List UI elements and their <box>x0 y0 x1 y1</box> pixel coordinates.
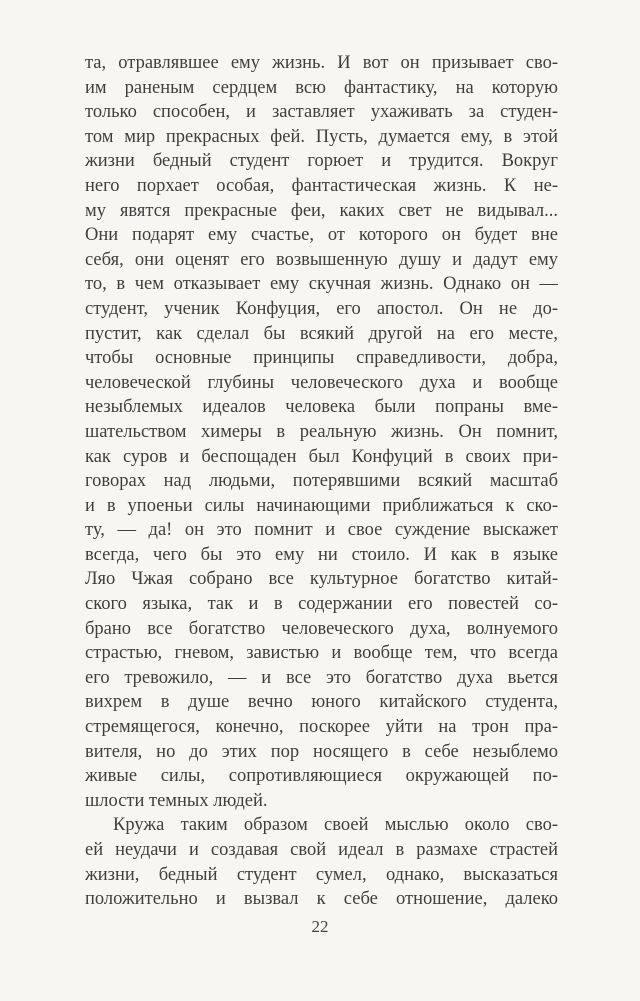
text-line: та, отравлявшее ему жизнь. И вот он призывает сво- <box>85 53 558 73</box>
text-line: только способен, и заставляет ухаживать за студен- <box>85 102 558 123</box>
text-line: Ляо Чжая собрано все культурное богатство китай- <box>85 569 558 590</box>
text-line: вихрем в душе вечно юного китайского студента, <box>85 692 558 713</box>
page-number: 22 <box>311 917 329 936</box>
text-line: незыблемых идеалов человека были попраны вме- <box>85 397 558 418</box>
text-line: шательством химеры в реальную жизнь. Он помнит, <box>85 421 558 442</box>
text-line: им раненым сердцем всю фантастику, на которую <box>85 77 558 98</box>
text-line: живые силы, сопротивляющиеся окружающей по- <box>85 766 558 787</box>
text-line: говорах над людьми, потерявшими всякий масштаб <box>85 471 558 492</box>
text-line: него порхает особая, фантастическая жизнь. К не- <box>85 175 558 196</box>
text-line: жизни, бедный студент сумел, однако, высказаться <box>85 864 558 885</box>
text-line: Они подарят ему счастье, от которого он будет вне <box>85 225 558 246</box>
text-line: ского языка, так и в содержании его повестей со- <box>85 594 558 615</box>
text-line: чтобы основные принципы справедливости, добра, <box>85 348 558 369</box>
text-line: пустит, как сделал бы всякий другой на его месте, <box>85 323 558 344</box>
text-line: жизни бедный студент горюет и трудится. Вокруг <box>85 151 558 172</box>
text-line: человеческой глубины человеческого духа и вообще <box>85 372 558 393</box>
text-line: себя, они оценят его возвышенную душу и дадут ему <box>85 249 558 270</box>
text-line: страстью, гневом, завистью и вообще тем, что всегда <box>85 643 558 664</box>
text-line: всегда, чего бы это ему ни стоило. И как в языке <box>85 544 558 565</box>
text-line: студент, ученик Конфуция, его апостол. Он не до- <box>85 298 558 319</box>
text-line: то, в чем отказывает ему скучная жизнь. Однако он — <box>85 274 558 295</box>
text-line: му явятся прекрасные феи, каких свет не видывал... <box>85 200 558 221</box>
text-line: шлости темных людей. <box>85 790 268 811</box>
text-line: ей неудачи и создавая свой идеал в размахе страстей <box>85 840 558 860</box>
text-line: стремящегося, конечно, поскорее уйти на трон пра- <box>85 717 558 738</box>
text-line: как суров и беспощаден был Конфуций в своих при- <box>85 446 558 467</box>
text-line: ту, — да! он это помнит и свое суждение выскажет <box>85 520 558 541</box>
paragraph <box>85 813 558 911</box>
paragraph <box>85 51 558 813</box>
page-text-block <box>85 51 558 912</box>
text-line: брано все богатство человеческого духа, волнуемого <box>85 618 558 639</box>
text-line: его тревожило, — и все это богатство духа вьется <box>85 667 558 688</box>
text-line: Кружа таким образом своей мыслью около сво- <box>113 815 558 836</box>
text-line: том мир прекрасных фей. Пусть, думается ему, в этой <box>85 126 558 147</box>
text-line: вителя, но до этих пор носящего в себе незыблемо <box>85 741 558 762</box>
text-line: и в упоеньи силы начинающими приближаться к ско- <box>85 495 558 516</box>
text-line: положительно и вызвал к себе отношение, далеко <box>85 889 558 910</box>
